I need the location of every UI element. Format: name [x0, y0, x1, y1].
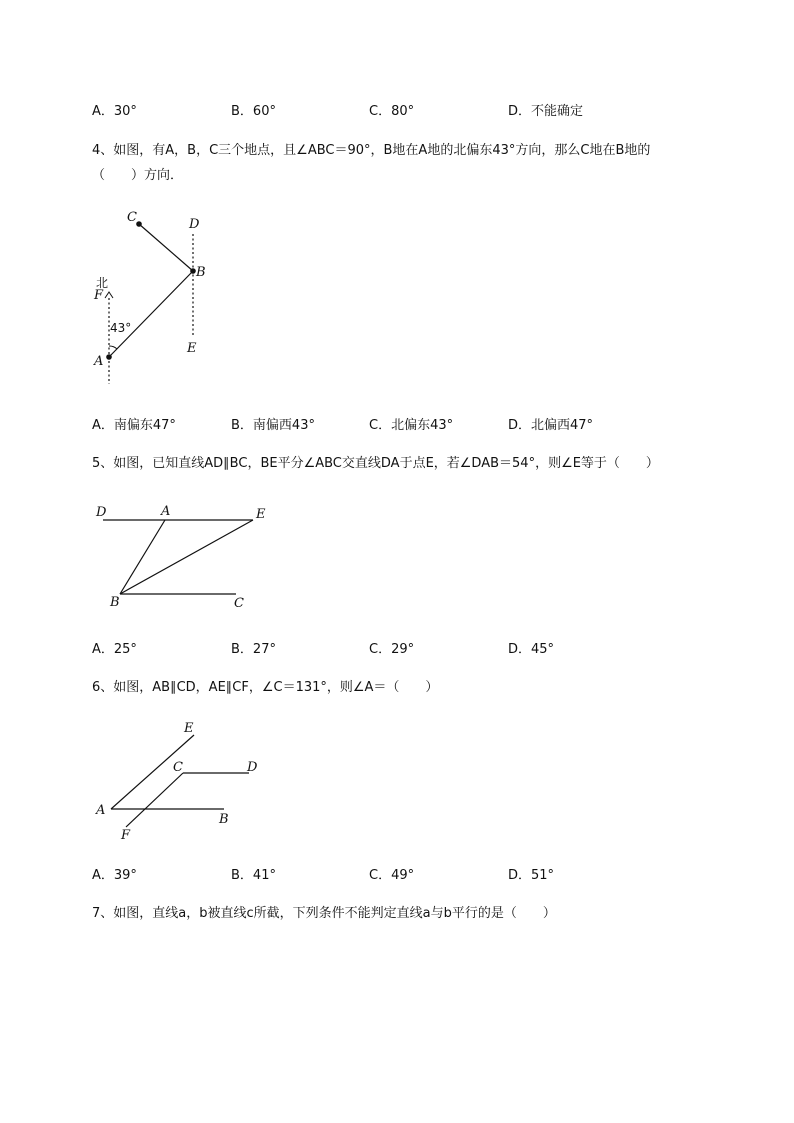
- q4-label-north: 北: [96, 276, 109, 290]
- q4-label-f: F: [94, 288, 104, 303]
- q5-question: 5、如图，已知直线AD∥BC，BE平分∠ABC交直线DA于点E，若∠DAB＝54°，则∠E等于（ ）: [92, 456, 659, 471]
- q4-option-b: B．南偏西43°: [231, 418, 315, 433]
- q6-label-e: E: [184, 721, 194, 736]
- q6-option-b: B．41°: [231, 868, 276, 883]
- q4-label-angle: 43°: [110, 321, 132, 335]
- q4-label-b: B: [196, 265, 206, 280]
- q4-label-e: E: [187, 341, 197, 356]
- q4-option-a: A．南偏东47°: [92, 418, 176, 433]
- q3-option-b: B．60°: [231, 104, 276, 119]
- q6-line-cf: [126, 773, 183, 827]
- q3-option-d: D．不能确定: [508, 104, 584, 119]
- q6-option-d: D．51°: [508, 868, 555, 883]
- q5-option-d: D．45°: [508, 642, 555, 657]
- q4-question-line1: 4、如图，有A，B，C三个地点，且∠ABC＝90°，B地在A地的北偏东43°方向，那么C地在B地的: [92, 143, 651, 158]
- q5-label-e: E: [256, 507, 266, 522]
- q4-question-line2: （ ）方向．: [92, 168, 184, 183]
- q6-label-d: D: [247, 760, 258, 775]
- q4-option-c: C．北偏东43°: [369, 418, 454, 433]
- q5-label-a: A: [161, 504, 171, 519]
- q4-label-c: C: [127, 210, 137, 225]
- q4-label-d: D: [189, 217, 200, 232]
- q5-label-d: D: [96, 505, 107, 520]
- q6-label-b: B: [219, 812, 229, 827]
- q5-label-c: C: [234, 596, 244, 611]
- q4-label-a: A: [94, 354, 104, 369]
- q6-option-c: C．49°: [369, 868, 415, 883]
- q5-option-a: A．25°: [92, 642, 137, 657]
- q3-option-a: A．30°: [92, 104, 137, 119]
- q6-label-a: A: [96, 803, 106, 818]
- q6-label-c: C: [173, 760, 183, 775]
- q7-question: 7、如图，直线a，b被直线c所截，下列条件不能判定直线a与b平行的是（ ）: [92, 906, 556, 921]
- q5-option-b: B．27°: [231, 642, 276, 657]
- q6-label-f: F: [121, 828, 131, 843]
- q6-question: 6、如图，AB∥CD，AE∥CF，∠C＝131°，则∠A＝（ ）: [92, 680, 439, 695]
- q4-option-d: D．北偏西47°: [508, 418, 594, 433]
- q5-option-c: C．29°: [369, 642, 415, 657]
- q5-label-b: B: [110, 595, 120, 610]
- q3-option-c: C．80°: [369, 104, 415, 119]
- q6-option-a: A．39°: [92, 868, 137, 883]
